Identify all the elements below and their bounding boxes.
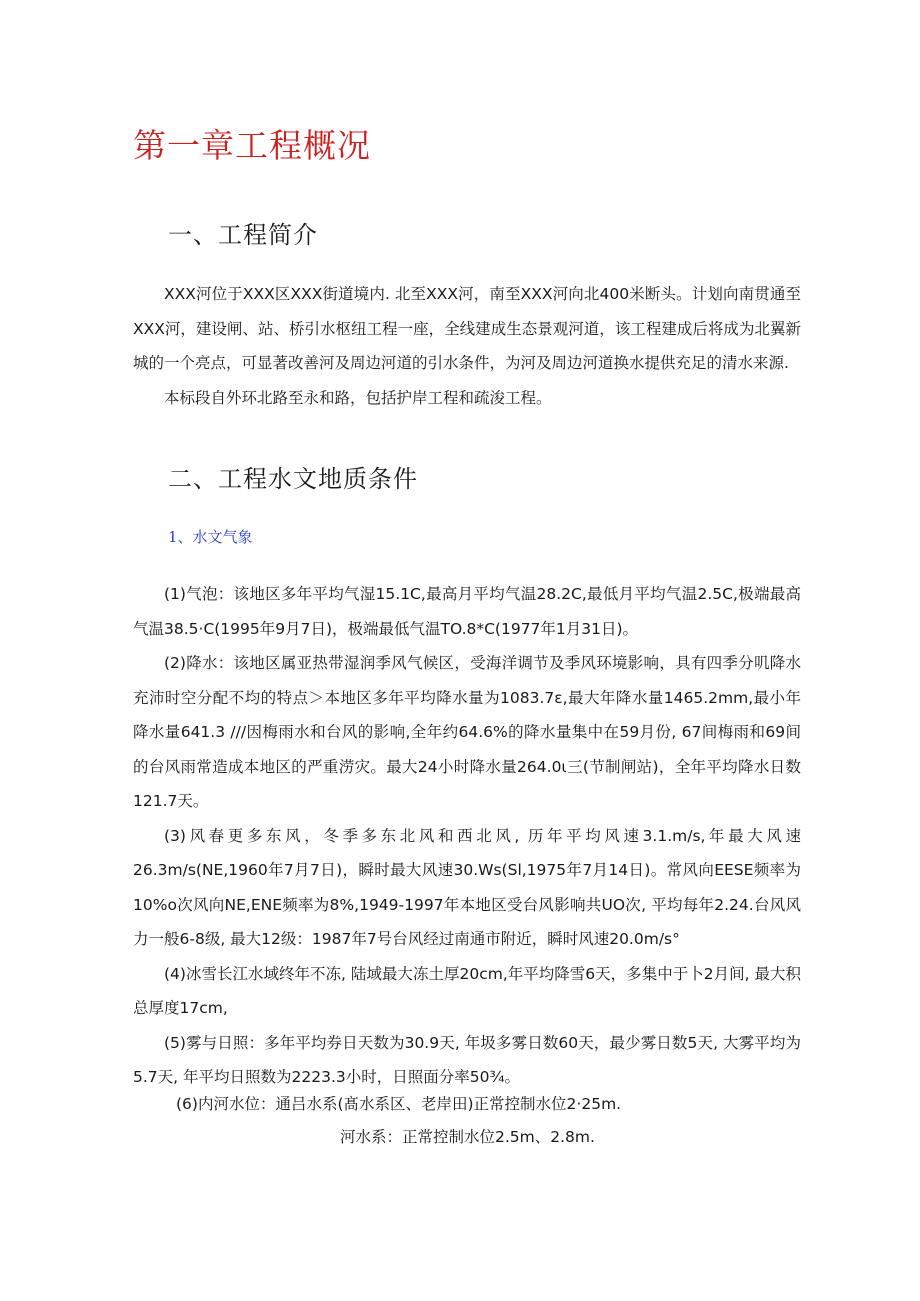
item-precipitation: (2)降水：该地区属亚热带湿润季风气候区，受海洋调节及季风环境影响，具有四季分叽降水充沛时空分配不均的特点＞本地区多年平均降水量为1083.7ε,最大年降水量1465.2mm,最小年降水量641.3 ///因梅雨水和台风的影响,全年约64.6%的降水量集中在59月份, 67间梅雨和69间的台风雨常造成本地区的严重涝灾。最大24小时降水量264.0ι三(节制闸站)，全年平均降水日数121.7天。 bbox=[133, 654, 801, 810]
section-heading-overview: 一、工程简介 bbox=[168, 221, 318, 249]
item-river-water-level: 河水系：正常控制水位2.5m、2.8m. bbox=[340, 1128, 595, 1146]
item-temperature: (1)气泡：该地区多年平均气湿15.1C,最高月平均气温28.2C,最低月平均气温2.5C,极端最高气温38.5·C(1995年9月7日)，极端最低气温TO.8*C(1977年1月31日)。 bbox=[133, 585, 801, 638]
subsection-heading-hydrometeorology: 1、水文气象 bbox=[168, 528, 253, 546]
item-inland-water-level: (6)内河水位：通吕水系(髙水系区、老岸田)正常控制水位2·25m. bbox=[176, 1095, 622, 1113]
item-fog-sunshine: (5)雾与日照：多年平均券日天数为30.9天, 年圾多雾日数60天，最少雾日数5天, 大雾平均为5.7天, 年平均日照数为2223.3小时，日照面分率50¾。 bbox=[133, 1033, 801, 1086]
chapter-title: 第一章工程概况 bbox=[133, 126, 371, 165]
overview-text bbox=[133, 277, 801, 415]
overview-paragraph-2: 本标段自外环北路至永和路，包括护岸工程和疏浚工程。 bbox=[164, 388, 552, 407]
hydrometeorology-text bbox=[133, 577, 801, 1095]
item-ice-snow: (4)冰雪长江水域终年不冻, 陆域最大冻土厚20cm,年平均降雪6天，多集中于卜2月间, 最大积总厚度17cm, bbox=[133, 964, 801, 1017]
overview-paragraph-1: XXX河位于XXX区XXX街道境内. 北至XXX河，南至XXX河向北400米断头。计划向南贯通至XXX河，建设闸、站、桥引水枢纽工程一座，全线建成生态景观河道，该工程建成后将成为北翼新城的一个亮点，可显著改善河及周边河道的引水条件，为河及周边河道换水提供充足的清水来源. bbox=[133, 285, 801, 372]
item-wind: (3)风春更多东风，冬季多东北风和西北风, 历年平均风速3.1.m/s,年最大风速26.3m/s(NE,1960年7月7日)，瞬时最大风速30.Ws(Sl,1975年7月14日)。常风向EESE频率为10%o次风向NE,ENE频率为8%,1949-1997年本地区受台风影响共UO次, 平均每年2.24.台风风力一般6-8级, 最大12级：1987年7号台风经过南通市附近，瞬时风速20.0m/s° bbox=[133, 826, 801, 948]
section-heading-hydrogeology: 二、工程水文地质条件 bbox=[168, 465, 418, 493]
